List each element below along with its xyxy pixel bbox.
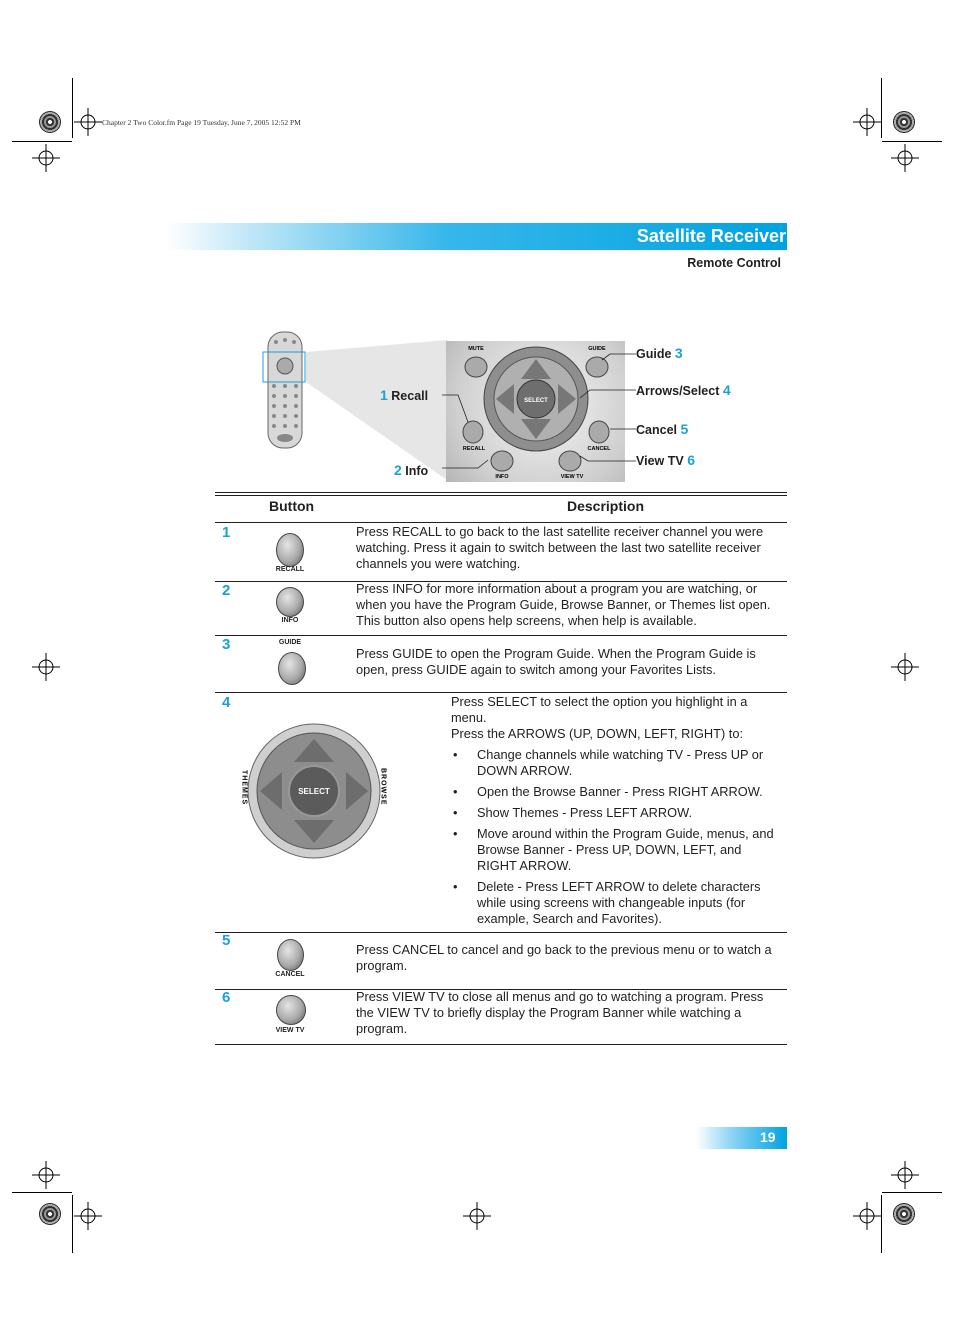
row-description: Press GUIDE to open the Program Guide. When the Program Guide is open, press GUIDE again to switch among your Favorites Lists.: [356, 646, 756, 677]
starburst-mark: [893, 111, 915, 133]
column-header-description: Description: [567, 498, 645, 514]
table-top-rule: [215, 492, 787, 493]
arrows-select-pad-icon: [236, 722, 392, 860]
row-number: 5: [222, 932, 231, 949]
themes-label: THEMES: [240, 770, 248, 806]
info-button-icon: [276, 587, 304, 617]
list-item: • Change channels while watching TV - Press UP or DOWN ARROW.: [451, 747, 781, 779]
page-subtitle: Remote Control: [687, 256, 781, 270]
callout-label: Info: [405, 464, 429, 478]
view-tv-label: VIEW TV: [560, 474, 584, 480]
callout-number: 3: [674, 345, 683, 361]
row-description: Press INFO for more information about a program you are watching, or when you have the Program Guide, Browse Banner, or Themes list open. This button also opens help screens, when help is available.: [356, 581, 771, 628]
row-number: 2: [222, 582, 231, 599]
running-head: Chapter 2 Two Color.fm Page 19 Tuesday, June 7, 2005 12:52 PM: [102, 118, 301, 127]
table-rule: [215, 522, 787, 523]
callout-label: Cancel: [636, 423, 677, 437]
row-number: 6: [222, 989, 231, 1006]
mute-label: MUTE: [468, 346, 484, 352]
callout-label: Arrows/Select: [636, 384, 720, 398]
callout-label: View TV: [636, 454, 684, 468]
table-rule: [215, 635, 787, 636]
callout-view-tv: [636, 452, 695, 468]
row-number: 4: [222, 694, 231, 711]
callout-number: 2: [394, 462, 402, 478]
browse-label: BROWSE: [379, 768, 387, 806]
arrow-uses-list: [451, 747, 781, 927]
table-bottom-rule: [215, 1044, 787, 1045]
callout-number: 6: [687, 452, 695, 468]
view-tv-button-icon: [276, 995, 306, 1025]
recall-button-icon: [276, 533, 304, 567]
table-rule: [215, 932, 787, 933]
page-number: 19: [760, 1129, 776, 1145]
list-item: • Delete - Press LEFT ARROW to delete characters while using screens with changeable inputs (for example, Search and Favorites).: [451, 879, 781, 927]
callout-label: Guide: [636, 347, 672, 361]
callout-leaders: [440, 340, 640, 485]
select-label: SELECT: [524, 398, 548, 404]
starburst-mark: [39, 1203, 61, 1225]
column-header-button: Button: [269, 498, 315, 514]
callout-cancel: [636, 421, 688, 437]
page-title: Satellite Receiver: [636, 226, 786, 246]
row-description: Press CANCEL to cancel and go back to the previous menu or to watch a program.: [356, 942, 772, 973]
button-label: VIEW TV: [275, 1027, 305, 1034]
list-item: • Open the Browse Banner - Press RIGHT ARROW.: [451, 784, 781, 800]
row-number: 1: [222, 524, 231, 541]
button-label: INFO: [281, 617, 299, 624]
button-label: RECALL: [275, 566, 305, 573]
table-top-rule: [215, 495, 787, 496]
recall-label: RECALL: [462, 446, 486, 452]
select-label: SELECT: [298, 787, 330, 796]
cancel-label: CANCEL: [587, 446, 611, 452]
info-label: INFO: [495, 474, 509, 480]
callout-guide: [636, 345, 683, 361]
list-item: • Move around within the Program Guide, menus, and Browse Banner - Press UP, DOWN, LEFT, and RIGHT ARROW.: [451, 826, 781, 874]
button-label: GUIDE: [278, 639, 302, 646]
guide-button-icon: [278, 652, 306, 685]
row-description: [451, 694, 781, 932]
select-intro: Press SELECT to select the option you highlight in a menu.: [451, 694, 748, 725]
starburst-mark: [893, 1203, 915, 1225]
list-item: • Show Themes - Press LEFT ARROW.: [451, 805, 781, 821]
callout-number: 5: [680, 421, 689, 437]
callout-label: Recall: [391, 389, 429, 403]
row-description: Press VIEW TV to close all menus and go to watching a program. Press the VIEW TV to briefly display the Program Banner while watching a program.: [356, 989, 764, 1036]
row-number: 3: [222, 636, 231, 653]
starburst-mark: [39, 111, 61, 133]
cancel-button-icon: [277, 939, 304, 971]
callout-info: [394, 462, 428, 478]
callout-number: 4: [722, 382, 731, 398]
callout-recall: [380, 387, 428, 403]
callout-arrows-select: [636, 382, 731, 398]
button-label: CANCEL: [275, 971, 305, 978]
callout-number: 1: [380, 387, 388, 403]
guide-label: GUIDE: [588, 346, 606, 352]
table-rule: [215, 692, 787, 693]
arrows-intro: Press the ARROWS (UP, DOWN, LEFT, RIGHT) to:: [451, 726, 744, 741]
row-description: Press RECALL to go back to the last satellite receiver channel you were watching. Press it again to switch between the last two satellite receiver channels you were watching.: [356, 524, 764, 571]
